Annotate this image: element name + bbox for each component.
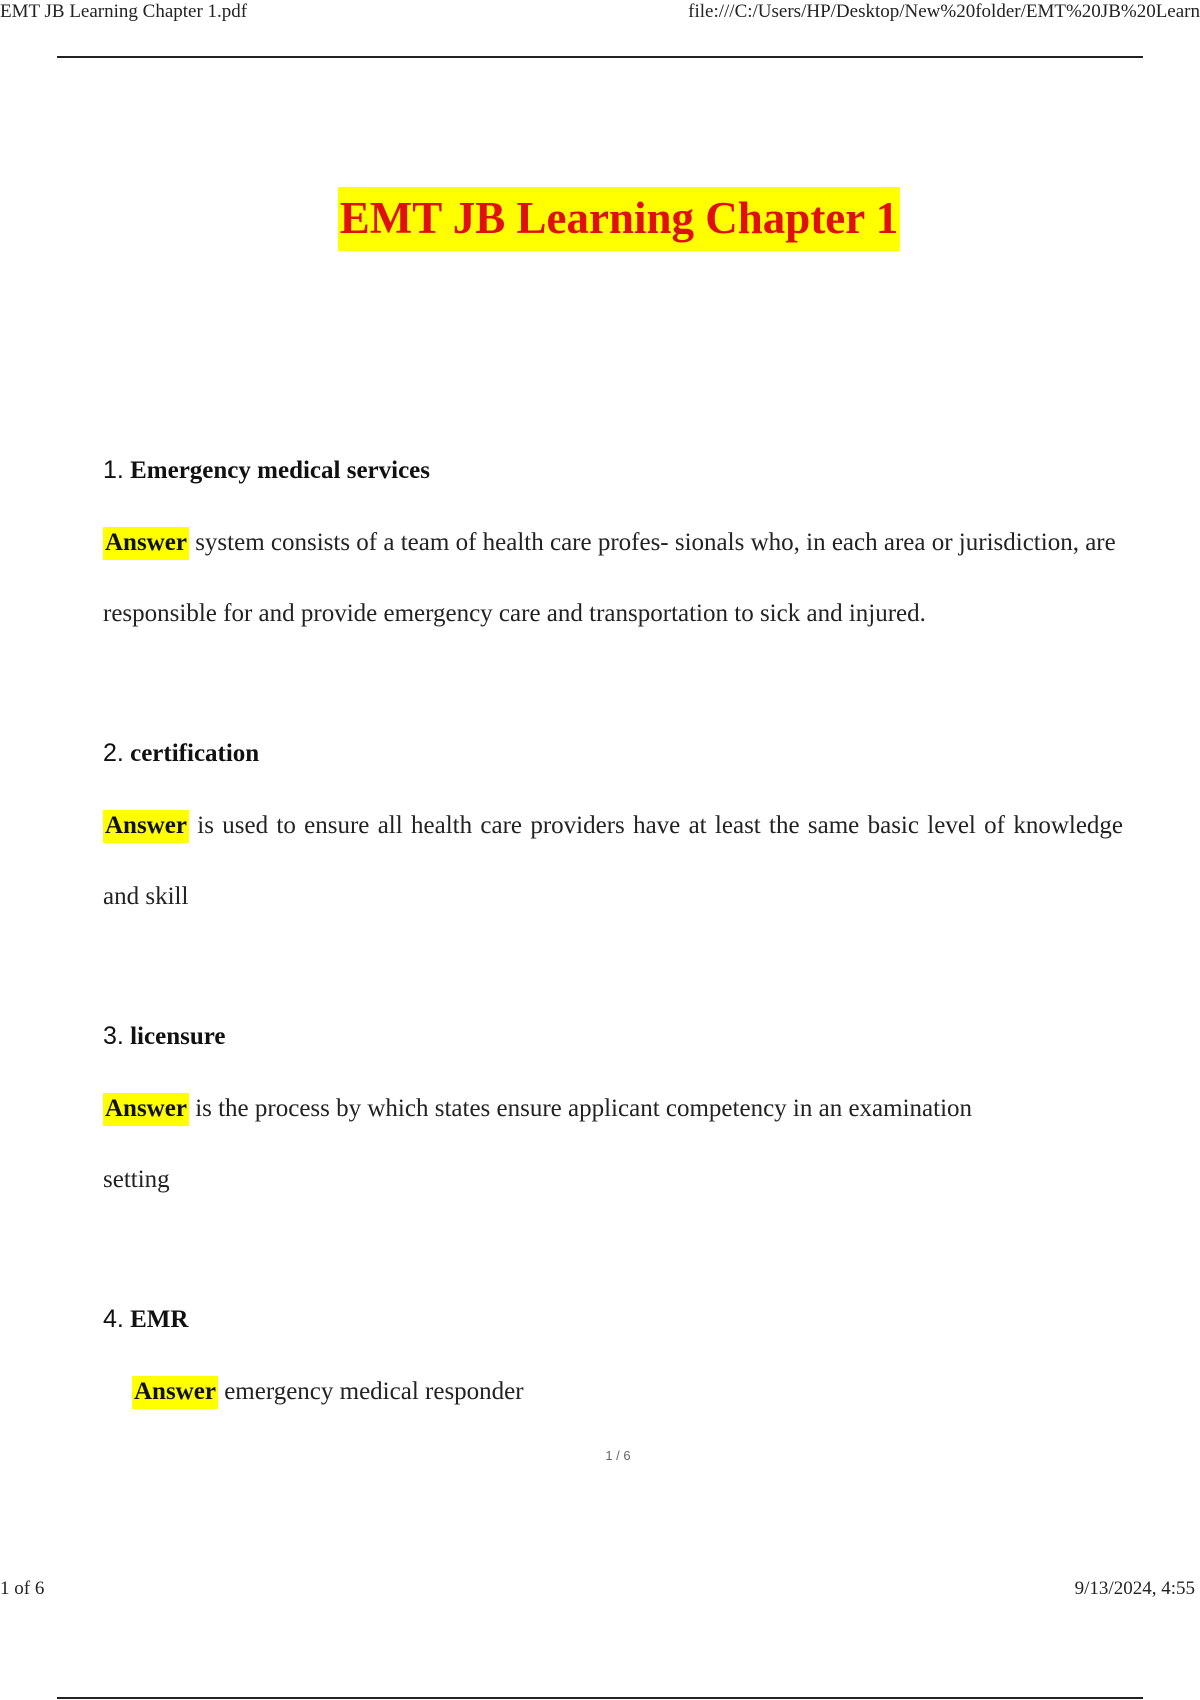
footer-timestamp: 9/13/2024, 4:55 [1074,1578,1195,1599]
question-4-answer [132,1356,1152,1427]
file-path: file:///C:/Users/HP/Desktop/New%20folder/EMT%20JB%20Learn [688,1,1200,22]
question-4-answer-text: emergency medical responder [224,1378,524,1405]
page-title-text: EMT JB Learning Chapter 1 [338,187,900,251]
question-3-answer [103,1073,1123,1215]
question-3-number: 3. [103,1022,124,1050]
answer-label-highlight: Answer [103,527,189,560]
header-divider [57,56,1143,58]
footer-divider [57,1697,1143,1699]
answer-label-highlight: Answer [103,1093,189,1126]
answer-label-highlight: Answer [132,1376,218,1409]
page-title [0,193,1200,243]
question-3-term: licensure [130,1023,226,1050]
question-2-answer [103,790,1123,932]
answer-label-highlight: Answer [103,810,189,843]
question-1-answer [103,507,1123,649]
question-1-number: 1. [103,456,124,484]
question-2-term: certification [130,740,260,767]
question-1-term: Emergency medical services [130,457,430,484]
footer-page-count: 1 of 6 [0,1578,45,1599]
question-1-heading [103,456,430,485]
question-2-heading [103,739,259,768]
document-name: EMT JB Learning Chapter 1.pdf [0,1,248,22]
question-2-answer-text: is used to ensure all health care providers have at least the same basic level of knowledge and skill [103,812,1124,910]
question-4-number: 4. [103,1305,124,1333]
question-3-answer-line2: setting [103,1166,170,1193]
question-4-heading [103,1305,188,1334]
page-indicator: 1 / 6 [605,1448,631,1463]
question-2-number: 2. [103,739,124,767]
question-4-term: EMR [130,1306,189,1333]
question-3-answer-line1: is the process by which states ensure applicant competency in an examination [195,1095,973,1122]
question-1-answer-text: system consists of a team of health care profes- sionals who, in each area or jurisdiction, are responsible for and provide emergency care and transportation to sick and injured. [103,529,1116,627]
question-3-heading [103,1022,225,1051]
